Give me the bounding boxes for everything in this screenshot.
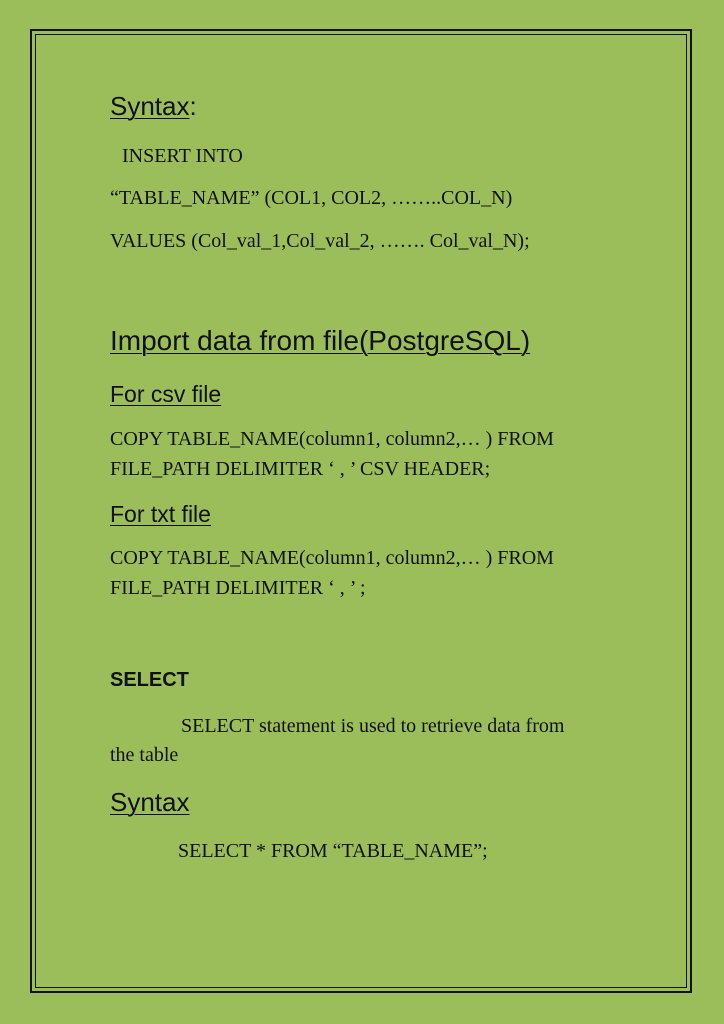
select-description-line1: SELECT statement is used to retrieve data from [181, 715, 565, 737]
txt-copy-line1: COPY TABLE_NAME(column1, column2,… ) FROM [110, 547, 554, 569]
values-line: VALUES (Col_val_1,Col_val_2, ……. Col_val_N); [110, 230, 530, 252]
csv-heading: For csv file [110, 381, 222, 407]
csv-copy-line2: FILE_PATH DELIMITER ‘ , ’ CSV HEADER; [110, 458, 491, 480]
txt-heading: For txt file [110, 501, 211, 527]
select-syntax-line: SELECT * FROM “TABLE_NAME”; [178, 840, 488, 862]
select-syntax-heading: Syntax [110, 787, 190, 817]
insert-into-line: INSERT INTO [122, 145, 243, 167]
table-name-columns-line: “TABLE_NAME” (COL1, COL2, ……..COL_N) [110, 187, 513, 209]
syntax-heading-colon: : [189, 91, 197, 121]
select-description-line2: the table [110, 744, 179, 766]
import-heading: Import data from file(PostgreSQL) [110, 325, 531, 356]
csv-copy-line1: COPY TABLE_NAME(column1, column2,… ) FROM [110, 428, 554, 450]
syntax-heading-row [110, 90, 197, 122]
txt-copy-line2: FILE_PATH DELIMITER ‘ , ’ ; [110, 577, 366, 599]
select-heading: SELECT [110, 669, 189, 691]
syntax-heading: Syntax [110, 91, 190, 121]
